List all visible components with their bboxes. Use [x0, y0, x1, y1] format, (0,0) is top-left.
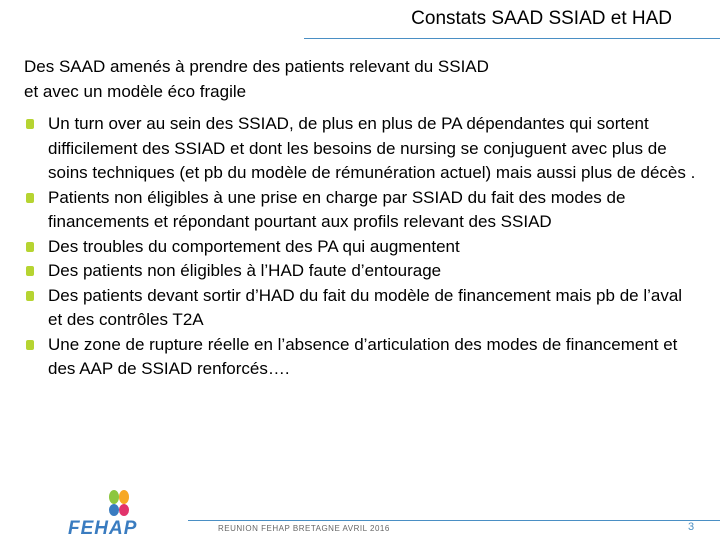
list-item — [24, 235, 696, 260]
bullet-icon — [26, 291, 34, 301]
bullet-text: Des troubles du comportement des PA qui augmentent — [48, 236, 460, 256]
bullet-icon — [26, 193, 34, 203]
page-number: 3 — [688, 521, 695, 533]
bullet-icon — [26, 340, 34, 350]
bullet-icon — [26, 242, 34, 252]
list-item — [24, 333, 696, 382]
bullet-text: Une zone de rupture réelle en l’absence d’articulation des modes de financement et des AAP de SSIAD renforcés…. — [48, 334, 678, 378]
footer — [0, 505, 720, 540]
title-bar — [304, 0, 720, 39]
bullet-text: Des patients non éligibles à l’HAD faute d’entourage — [48, 261, 442, 280]
list-item — [24, 284, 696, 333]
intro-text — [24, 55, 684, 104]
slide-title: Constats SAAD SSIAD et HAD — [411, 8, 672, 29]
bullet-text: Patients non éligibles à une prise en charge par SSIAD du fait des modes de financements et répondant pourtant aux profils relevant des SSIAD — [48, 187, 626, 231]
bullet-text: Des patients devant sortir d’HAD du fait du modèle de financement mais pb de l’aval et des contrôles T2A — [48, 285, 683, 329]
intro-line-2: et avec un modèle éco fragile — [24, 81, 247, 101]
list-item — [24, 186, 696, 235]
intro-line-1: Des SAAD amenés à prendre des patients relevant du SSIAD — [24, 57, 489, 76]
list-item — [24, 259, 696, 284]
footer-divider — [188, 520, 720, 521]
footer-text: REUNION FEHAP BRETAGNE AVRIL 2016 — [218, 524, 390, 533]
list-item — [24, 112, 696, 186]
bullet-text: Un turn over au sein des SSIAD, de plus en plus de PA dépendantes qui sortent difficilement des SSIAD et dont les besoins de nursing se conjuguent avec plus de soins techniques (et pb du modèle de rémunération actuel) mais aussi plus de décès . — [48, 114, 696, 182]
bullet-list — [24, 112, 696, 382]
bullet-icon — [26, 119, 34, 129]
logo-text: FEHAP — [68, 518, 138, 539]
bullet-icon — [26, 266, 34, 276]
